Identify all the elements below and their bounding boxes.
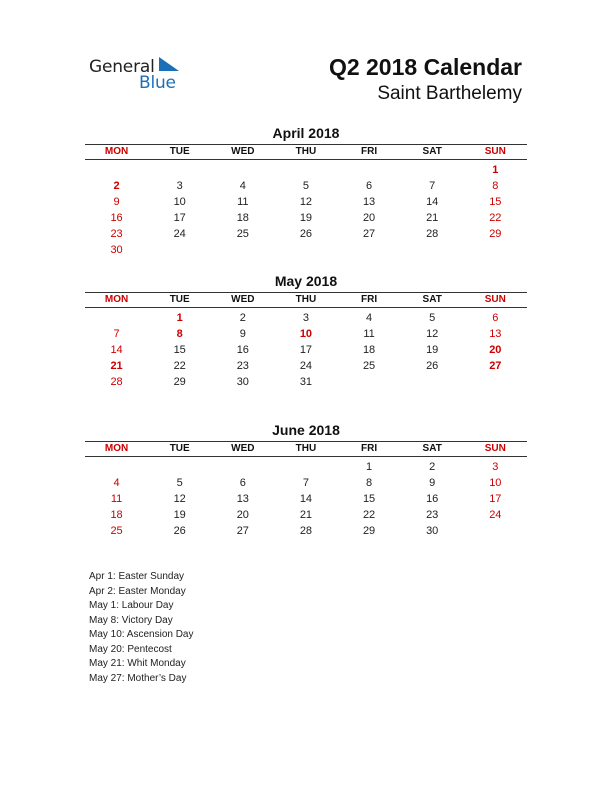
day-cell: 13 [362,196,376,208]
holiday-item: May 20: Pentecost [89,643,172,655]
day-cell: 26 [299,228,313,240]
weekday-header [85,442,527,456]
day-cell: 1 [492,164,499,176]
day-cell: 29 [173,376,186,388]
weekday-label: FRI [361,146,378,157]
day-cell: 1 [176,312,183,324]
day-cell: 12 [299,196,313,208]
weekday-label: TUE [169,443,190,454]
holiday-item: May 1: Labour Day [89,600,174,611]
brand-logo [89,55,189,95]
empty-day-cell [148,162,211,178]
day-cell: 30 [110,244,123,256]
weekday-label: WED [231,146,255,157]
empty-day-cell [338,242,401,258]
empty-day-cell [464,523,527,539]
day-cell: 16 [426,493,439,505]
empty-day-cell [148,459,211,475]
page-subtitle: Saint Barthelemy [377,83,522,104]
day-cell: 11 [237,196,249,208]
day-cell: 13 [489,328,502,340]
day-cell: 8 [492,180,499,192]
empty-day-cell [85,162,148,178]
day-cell: 23 [110,228,123,240]
weekday-divider [85,307,527,308]
day-cell: 18 [362,344,376,356]
day-cell: 29 [489,228,502,240]
month-days [85,162,527,258]
day-cell: 5 [302,180,309,192]
day-cell: 29 [362,525,376,537]
day-cell: 2 [429,461,436,473]
day-cell: 7 [302,477,309,489]
weekday-header [85,293,527,307]
day-cell: 16 [236,344,249,356]
month-title: May 2018 [274,273,338,289]
weekday-label: THU [295,146,317,157]
day-cell: 14 [299,493,313,505]
day-cell: 24 [299,360,313,372]
day-cell: 10 [299,328,313,340]
holiday-item: May 21: Whit Monday [89,658,186,669]
day-cell: 12 [426,328,439,340]
weekday-label: WED [231,443,255,454]
day-cell: 3 [302,312,309,324]
logo-word-general: General [89,57,155,77]
day-cell: 4 [366,312,373,324]
weekday-label: TUE [169,294,190,305]
day-cell: 11 [363,328,375,340]
day-cell: 15 [362,493,376,505]
day-cell: 5 [176,477,183,489]
day-cell: 8 [366,477,373,489]
day-cell: 22 [489,212,502,224]
day-cell: 15 [173,344,186,356]
day-cell: 27 [489,360,502,372]
holiday-item: Apr 2: Easter Monday [89,585,186,597]
day-cell: 28 [110,376,123,388]
weekday-label: SUN [484,443,506,454]
day-cell: 18 [110,509,123,521]
holiday-item: May 27: Mother’s Day [89,672,187,684]
empty-day-cell [85,459,148,475]
day-cell: 30 [236,376,249,388]
day-cell: 20 [489,344,502,356]
empty-day-cell [401,162,464,178]
weekday-label: SUN [484,146,506,157]
day-cell: 10 [489,477,502,489]
weekday-label: TUE [169,146,190,157]
day-cell: 7 [429,180,436,192]
day-cell: 12 [173,493,186,505]
weekday-divider [85,456,527,457]
empty-day-cell [401,374,464,390]
day-cell: 27 [362,228,376,240]
day-cell: 19 [173,509,186,521]
day-cell: 16 [110,212,123,224]
day-cell: 23 [236,360,249,372]
day-cell: 6 [366,180,373,192]
day-cell: 20 [236,509,249,521]
day-cell: 8 [176,328,183,340]
day-cell: 17 [299,344,313,356]
day-cell: 26 [426,360,439,372]
day-cell: 18 [236,212,249,224]
day-cell: 20 [362,212,376,224]
weekday-label: WED [231,294,255,305]
month-title: June 2018 [272,422,340,438]
day-cell: 30 [426,525,439,537]
day-cell: 24 [173,228,186,240]
logo-word-blue: Blue [139,73,176,93]
holiday-item: May 10: Ascension Day [89,629,194,640]
day-cell: 7 [113,328,120,340]
weekday-divider [85,159,527,160]
day-cell: 25 [362,360,376,372]
day-cell: 22 [173,360,186,372]
empty-day-cell [401,242,464,258]
holiday-item: May 8: Victory Day [89,614,173,626]
weekday-label: MON [104,146,129,157]
day-cell: 25 [110,525,123,537]
day-cell: 10 [173,196,186,208]
page-title: Q2 2018 Calendar [328,54,522,80]
day-cell: 1 [366,461,373,473]
weekday-label: FRI [361,294,378,305]
weekday-label: FRI [361,443,378,454]
day-cell: 27 [236,525,249,537]
empty-day-cell [274,242,337,258]
empty-day-cell [148,242,211,258]
weekday-label: SAT [422,294,442,305]
weekday-label: SUN [484,294,506,305]
day-cell: 25 [236,228,249,240]
empty-day-cell [211,459,274,475]
day-cell: 6 [239,477,246,489]
day-cell: 17 [173,212,186,224]
weekday-label: MON [104,294,129,305]
weekday-label: THU [295,443,317,454]
empty-day-cell [274,162,337,178]
day-cell: 21 [426,212,439,224]
empty-day-cell [211,242,274,258]
day-cell: 19 [426,344,439,356]
day-cell: 21 [110,360,123,372]
day-cell: 14 [426,196,439,208]
day-cell: 9 [239,328,246,340]
day-cell: 4 [113,477,120,489]
weekday-label: MON [104,443,129,454]
month-section [85,272,527,390]
day-cell: 19 [299,212,313,224]
empty-day-cell [274,459,337,475]
day-cell: 31 [299,376,313,388]
day-cell: 4 [239,180,246,192]
day-cell: 13 [236,493,249,505]
day-cell: 3 [176,180,183,192]
day-cell: 6 [492,312,499,324]
weekday-label: SAT [422,146,442,157]
day-cell: 21 [299,509,313,521]
day-cell: 28 [426,228,439,240]
holiday-item: Apr 1: Easter Sunday [89,571,185,582]
day-cell: 9 [113,196,120,208]
holiday-list [89,570,194,686]
weekday-label: THU [295,294,317,305]
weekday-header [85,145,527,159]
weekday-label: SAT [422,443,442,454]
day-cell: 9 [429,477,436,489]
empty-day-cell [211,162,274,178]
logo-triangle-icon [159,57,179,71]
day-cell: 2 [113,180,120,192]
empty-day-cell [338,162,401,178]
empty-day-cell [464,242,527,258]
day-cell: 5 [429,312,436,324]
day-cell: 23 [426,509,439,521]
day-cell: 2 [239,312,246,324]
month-title: April 2018 [272,125,340,141]
day-cell: 17 [489,493,502,505]
day-cell: 24 [489,509,502,521]
day-cell: 22 [362,509,376,521]
empty-day-cell [85,310,148,326]
day-cell: 11 [110,493,123,505]
month-section [85,124,527,258]
month-days [85,310,527,390]
day-cell: 26 [173,525,186,537]
empty-day-cell [338,374,401,390]
month-days [85,459,527,539]
month-section [85,421,527,539]
day-cell: 15 [489,196,502,208]
day-cell: 28 [299,525,313,537]
day-cell: 3 [492,461,499,473]
day-cell: 14 [110,344,123,356]
empty-day-cell [464,374,527,390]
